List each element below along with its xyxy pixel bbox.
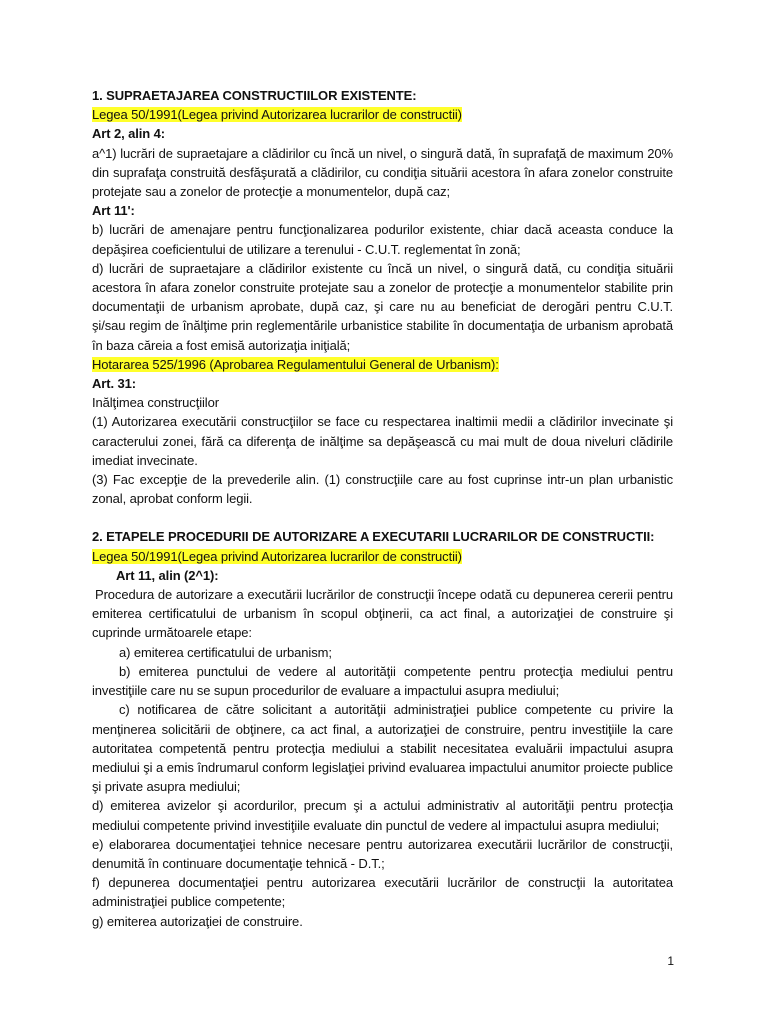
section1-hg-highlight: Hotararea 525/1996 (Aprobarea Regulamentului General de Urbanism): [92, 356, 499, 372]
section-spacer [92, 508, 673, 527]
section1-art1-text: a^1) lucrări de supraetajare a clădirilor cu încă un nivel, o singură dată, în suprafaţă de maximum 20% din suprafaţa construită desfăşurată a clădirilor, cu condiţia situării acestora în afara zonelor construite protejate sau a zonelor de protecţie a monumentelor, după caz; [92, 145, 673, 200]
section2-item-a: a) emiterea certificatului de urbanism; [119, 644, 332, 660]
page-number: 1 [667, 954, 674, 968]
section1-art3-para1: (1) Autorizarea executării construcţiilor se face cu respectarea inaltimii medii a clădirilor invecinate şi caracterului zonei, fără ca diferenţa de inălţime sa depăşească cu mai mult de doua niveluri clădirile imediat invecinate. [92, 414, 673, 468]
section2-item-d: d) emiterea avizelor şi acordurilor, precum şi a actului administrativ al autorităţii pentru protecţia mediului competente privind investiţiile evaluate din punctul de vedere al impactului asupra mediului; [92, 798, 673, 833]
section1-art2-heading: Art 11': [92, 203, 135, 219]
section2-art1-heading: Art 11, alin (2^1): [116, 567, 219, 583]
section2-title: 2. ETAPELE PROCEDURII DE AUTORIZARE A EXECUTARII LUCRARILOR DE CONSTRUCTII: [92, 529, 655, 545]
section2-law-highlight: Legea 50/1991(Legea privind Autorizarea lucrarilor de constructii) [92, 548, 462, 564]
section2-item-g: g) emiterea autorizaţiei de construire. [92, 913, 303, 929]
section1-law-highlight: Legea 50/1991(Legea privind Autorizarea lucrarilor de constructii) [92, 107, 462, 123]
section2-item-f: f) depunerea documentaţiei pentru autorizarea executării lucrărilor de construcţii la autoritatea administraţiei publice competente; [92, 875, 673, 910]
section1-art1-heading: Art 2, alin 4: [92, 126, 166, 142]
section1-art3-para3: (3) Fac excepţie de la prevederile alin. (1) construcţiile care au fost cuprinse intr-un plan urbanistic zonal, aprobat conform legii. [92, 472, 673, 507]
section1-art3-title: Inălţimea construcţiilor [92, 395, 219, 411]
section1-art2-item-b: b) lucrări de amenajare pentru funcţionalizarea podurilor existente, chiar dacă aceasta conduce la depăşirea coeficientului de utilizare a terenului - C.U.T. reglementat în zonă; [92, 222, 673, 257]
section1-art3-heading: Art. 31: [92, 376, 136, 392]
section1-title: 1. SUPRAETAJAREA CONSTRUCTIILOR EXISTENTE: [92, 88, 417, 103]
section2-item-e: e) elaborarea documentaţiei tehnice necesare pentru autorizarea executării lucrărilor de construcţii, denumită în continuare documentaţie tehnică - D.T.; [92, 836, 673, 871]
section2-item-c: c) notificarea de către solicitant a autorităţii administraţiei publice competente cu privire la menţinerea solicitării de obţinere, ca act final, a autorizaţiei de construire, pentru investiţiile la care autoritatea competentă pentru protecţia mediului a stabilit necesitatea evaluării impactului asupra mediului şi a emis îndrumarul conform legislaţiei privind evaluarea impactului anumitor proiecte publice şi private asupra mediului; [92, 702, 673, 795]
section2-intro: Procedura de autorizare a executării lucrărilor de construcţii începe odată cu depunerea cererii pentru emiterea certificatului de urbanism în scopul obţinerii, ca act final, a autorizaţiei de construire şi cuprinde următoarele etape: [92, 587, 673, 641]
section1-art2-item-d: d) lucrări de supraetajare a clădirilor existente cu încă un nivel, o singură dată, cu condiţia situării acestora în afara zonelor construite protejate sau a zonelor de protecţie a monumentelor stabilite prin documentaţii de urbanism aprobate, după caz, şi care nu au beneficiat de derogări pentru C.U.T. şi/sau regim de înălţime prin reglementările urbanistice stabilite în documentaţia de urbanism aprobată în baza căreia a fost emisă autorizaţia iniţială; [92, 260, 673, 353]
section2-item-b: b) emiterea punctului de vedere al autorităţii competente pentru protecţia mediului pentru investiţiile care nu se supun procedurilor de evaluare a impactului asupra mediului; [92, 663, 673, 699]
